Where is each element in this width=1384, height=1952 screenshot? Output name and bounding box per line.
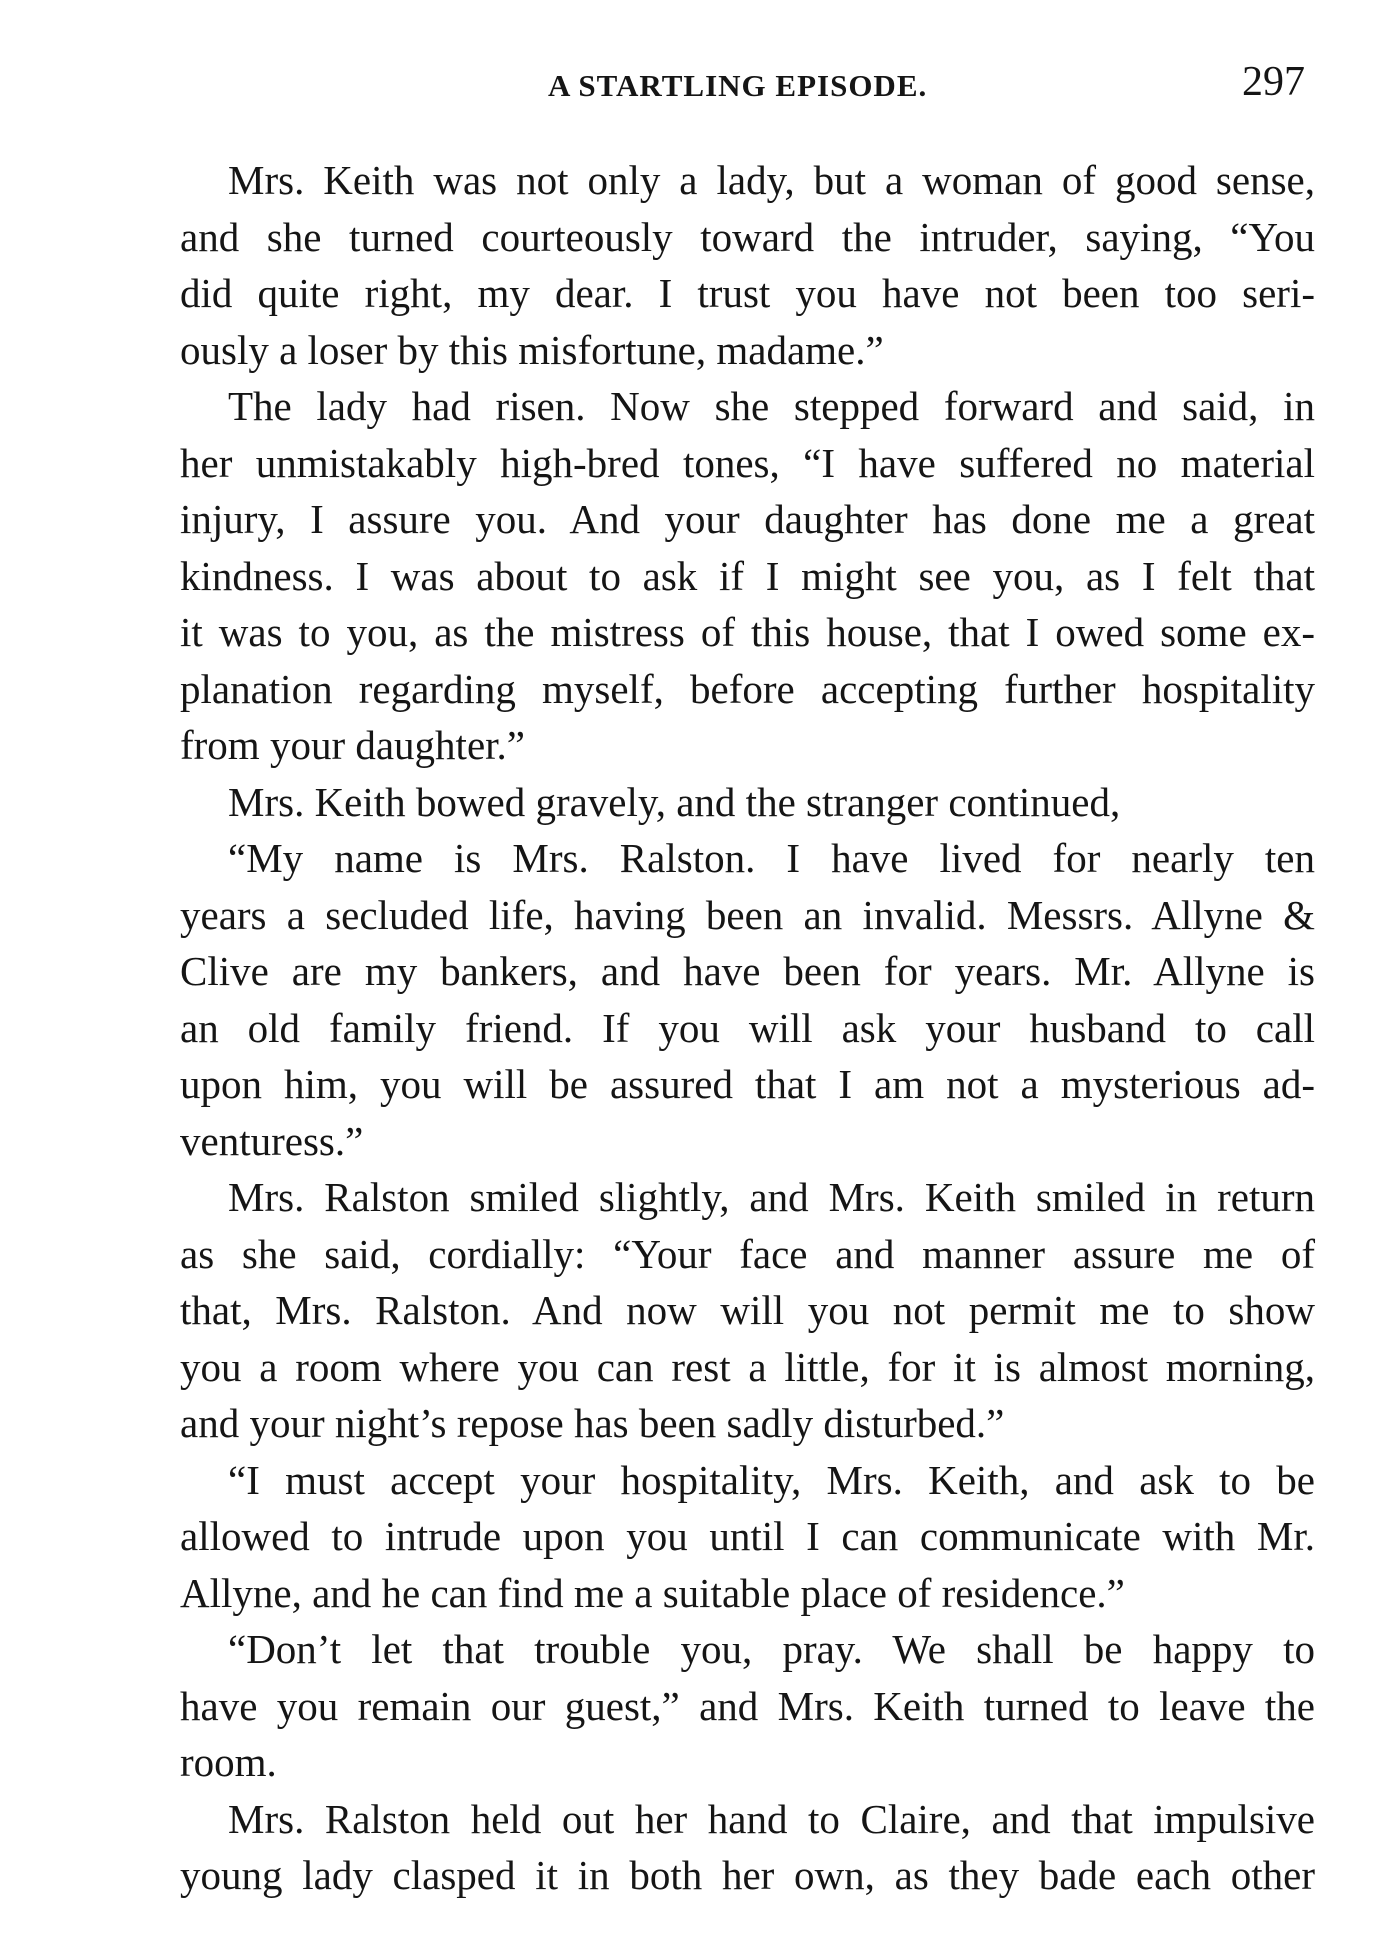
text-line: The lady had risen. Now she stepped forward and said, in [228, 383, 1315, 429]
text-line: from your daughter.” [180, 722, 525, 768]
text-line: Mrs. Ralston smiled slightly, and Mrs. Keith smiled in return [228, 1174, 1315, 1220]
text-line: planation regarding myself, before accepting further hospitality [180, 665, 1315, 712]
text-line: and she turned courteously toward the intruder, saying, “You [180, 213, 1315, 260]
text-line: Clive are my bankers, and have been for years. Mr. Allyne is [180, 948, 1315, 994]
text-line: years a secluded life, having been an invalid. Messrs. Allyne & [180, 891, 1315, 938]
text-line: venturess.” [180, 1117, 364, 1164]
running-title: A STARTLING EPISODE. [548, 68, 928, 103]
text-line: Mrs. Keith was not only a lady, but a woman of good sense, [228, 157, 1315, 203]
text-line: kindness. I was about to ask if I might see you, as I felt that [180, 552, 1315, 599]
text-line: young lady clasped it in both her own, as they bade each other [180, 1852, 1315, 1898]
text-line: upon him, you will be assured that I am not a mysterious ad- [180, 1061, 1315, 1107]
text-line: allowed to intrude upon you until I can communicate with Mr. [180, 1513, 1315, 1559]
text-line: have you remain our guest,” and Mrs. Keith turned to leave the [180, 1682, 1315, 1729]
body-text [180, 152, 1315, 1904]
text-line: you a room where you can rest a little, for it is almost morning, [180, 1343, 1315, 1390]
text-line: her unmistakably high-bred tones, “I have suffered no material [180, 439, 1315, 486]
text-line: “My name is Mrs. Ralston. I have lived for nearly ten [228, 835, 1315, 881]
text-line: Mrs. Ralston held out her hand to Claire, and that impulsive [228, 1795, 1315, 1842]
text-line: Mrs. Keith bowed gravely, and the stranger continued, [228, 778, 1121, 825]
text-line: “Don’t let that trouble you, pray. We shall be happy to [228, 1626, 1315, 1672]
text-line: injury, I assure you. And your daughter has done me a great [180, 496, 1315, 542]
text-line: and your night’s repose has been sadly disturbed.” [180, 1400, 1005, 1446]
page-number: 297 [1242, 59, 1305, 105]
text-line: an old family friend. If you will ask your husband to call [180, 1004, 1315, 1051]
text-line: as she said, cordially: “Your face and manner assure me of [180, 1230, 1315, 1277]
text-line: did quite right, my dear. I trust you have not been too seri- [180, 270, 1315, 316]
text-line: that, Mrs. Ralston. And now will you not permit me to show [180, 1287, 1315, 1333]
text-line: room. [180, 1739, 277, 1785]
text-line: ously a loser by this misfortune, madame.” [180, 326, 884, 373]
text-line: it was to you, as the mistress of this house, that I owed some ex- [180, 609, 1315, 655]
text-line: Allyne, and he can find me a suitable place of residence.” [180, 1569, 1125, 1616]
text-line: “I must accept your hospitality, Mrs. Keith, and ask to be [228, 1456, 1315, 1503]
running-header [180, 58, 1315, 118]
